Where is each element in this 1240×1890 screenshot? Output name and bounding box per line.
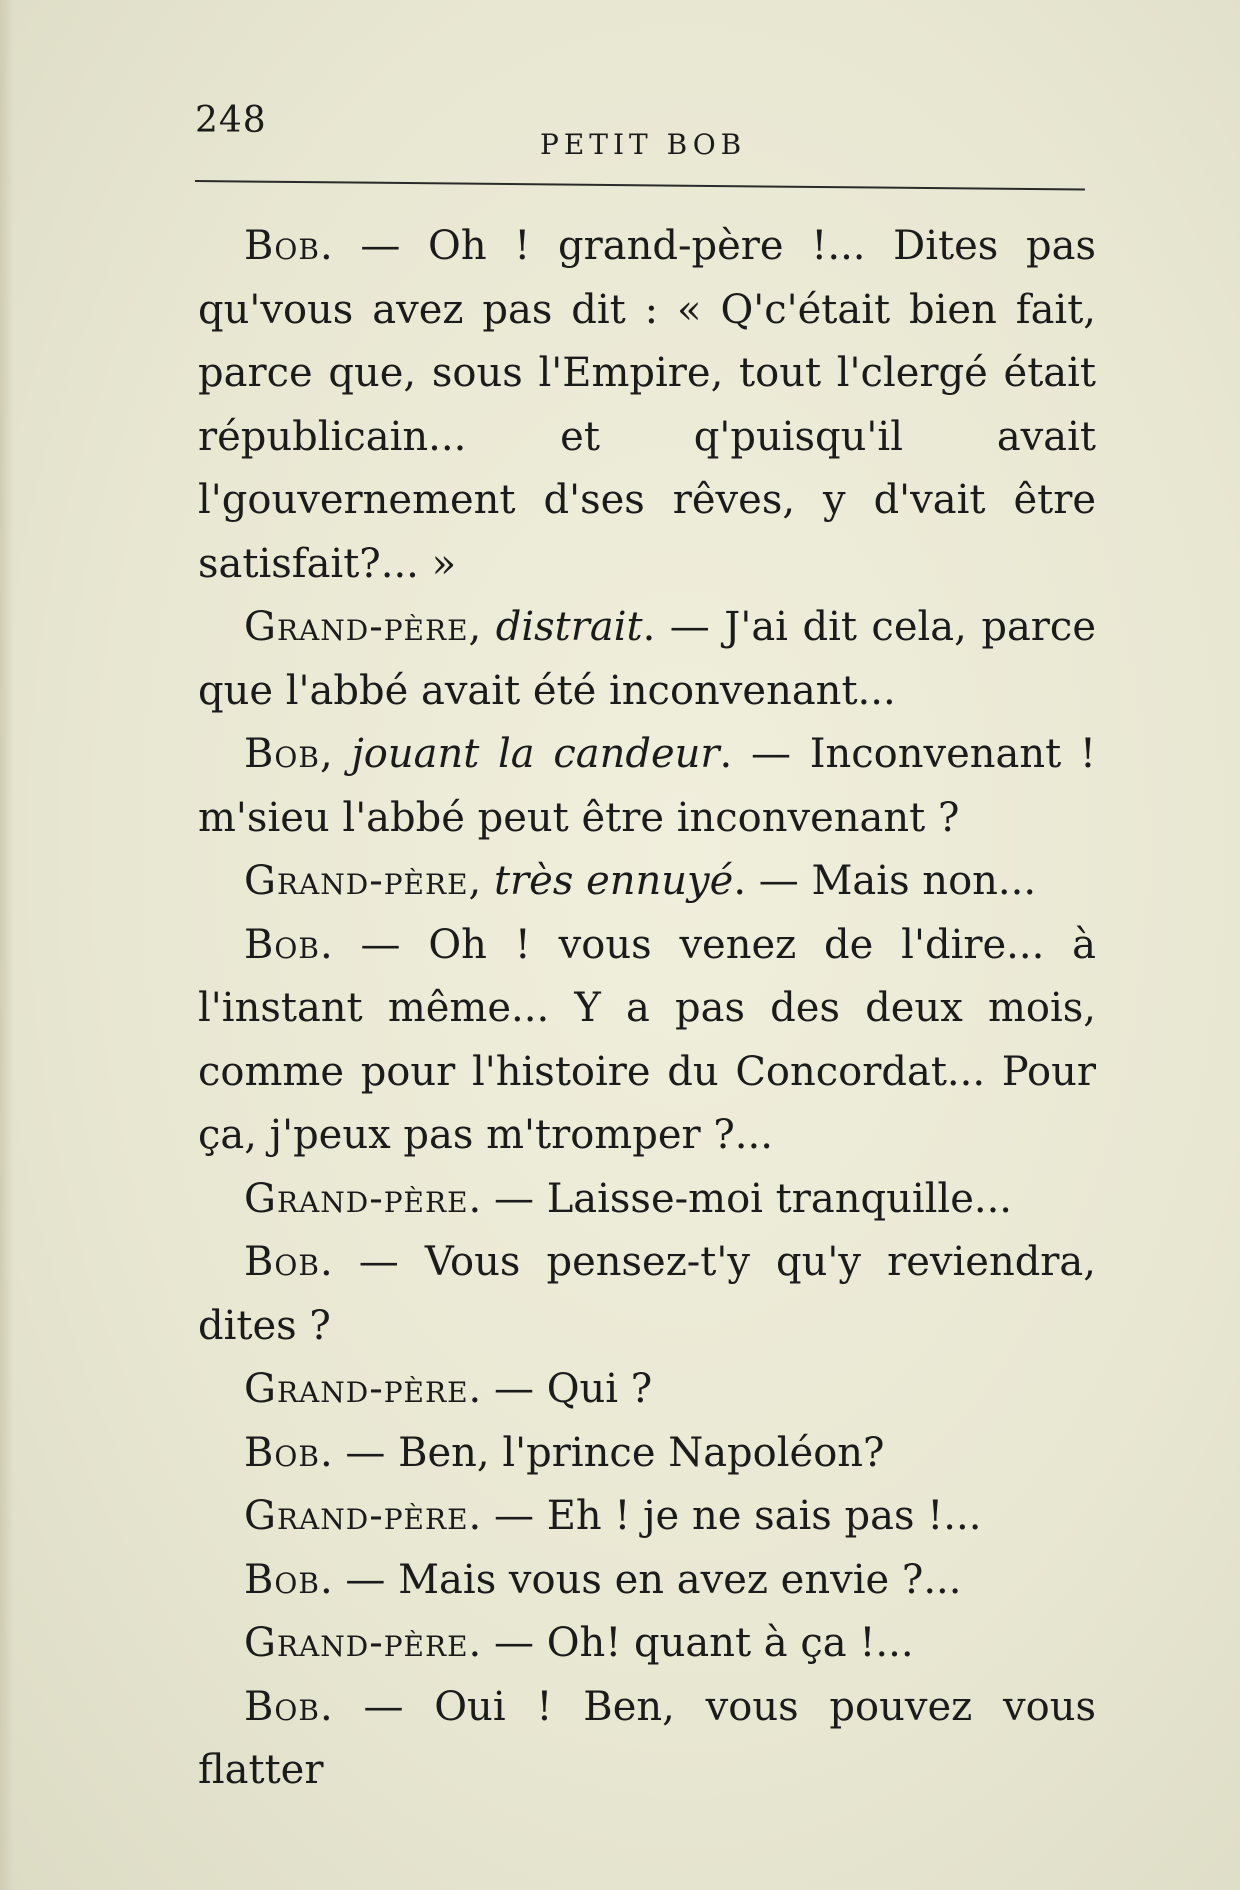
stage-direction: distrait — [495, 604, 643, 650]
header-rule — [195, 180, 1085, 191]
separator: . — — [319, 1429, 399, 1476]
line-text: J'ai dit cela, parce que l'abbé avait été inconvenant... — [198, 604, 1096, 714]
dialogue-line — [198, 1485, 1096, 1549]
speaker-name: Bob — [244, 1429, 320, 1476]
separator: . — — [319, 921, 429, 968]
line-text: Vous pensez-t'y qu'y reviendra, dites ? — [198, 1239, 1096, 1349]
speaker-name: Grand-père — [244, 604, 469, 650]
dialogue-line — [198, 1422, 1096, 1486]
separator: . — — [642, 604, 725, 650]
dialogue-line: Bob, jouant la candeur. — Inconvenant ! m'sieu l'abbé peut être inconvenant ? — [198, 731, 1096, 841]
speaker-name: Bob — [244, 1556, 320, 1603]
line-text: Oh! quant à ça !... — [546, 1620, 914, 1666]
line-text: Mais non... — [811, 858, 1037, 904]
line-text: Eh ! je ne sais pas !... — [546, 1493, 982, 1539]
dialogue-text — [198, 215, 1096, 1803]
dialogue-line — [198, 1168, 1096, 1232]
speaker-name: Bob — [244, 1239, 320, 1285]
separator: . — — [733, 858, 812, 904]
dialogue-line — [198, 1676, 1096, 1803]
line-text: Qui ? — [546, 1366, 653, 1412]
speaker-name: Grand-père — [244, 1493, 469, 1539]
separator: . — — [468, 1620, 547, 1666]
line-text: Inconvenant ! m'sieu l'abbé peut être inconvenant ? — [198, 731, 1096, 841]
speaker-name: Grand-père — [244, 1620, 469, 1666]
separator: . — — [468, 1175, 547, 1222]
separator: . — — [468, 1493, 547, 1539]
separator: . — — [319, 1556, 399, 1603]
running-title: PETIT BOB — [540, 128, 747, 161]
dialogue-line — [198, 1549, 1096, 1613]
speaker-name: Bob — [244, 921, 320, 968]
speaker-name: Bob — [244, 223, 320, 269]
line-text: Ben, l'prince Napoléon? — [398, 1429, 885, 1476]
speaker-name: Grand-père — [244, 858, 469, 904]
separator: . — — [319, 1683, 435, 1730]
line-text: Oui ! Ben, vous pouvez vous flatter — [198, 1683, 1096, 1793]
line-text: Oh ! vous venez de l'dire... à l'instant même... Y a pas des deux mois, comme pour l'histoire du Concordat... Pour ça, j'peux pas m'tromper ?... — [198, 921, 1096, 1158]
stage-direction: jouant la candeur — [351, 731, 720, 777]
dialogue-line — [198, 215, 1096, 596]
dialogue-line — [198, 1612, 1096, 1676]
separator: . — — [719, 731, 810, 777]
dialogue-line — [198, 1358, 1096, 1422]
dialogue-line: Grand-père, très ennuyé. — Mais non... — [244, 858, 1037, 904]
separator: . — — [468, 1366, 547, 1412]
speaker-name: Grand-père — [244, 1175, 469, 1222]
dialogue-line: Grand-père, distrait. — J'ai dit cela, parce que l'abbé avait été inconvenant... — [198, 604, 1096, 714]
speaker-name: Bob — [244, 731, 320, 777]
page-edge-shadow — [0, 0, 14, 1890]
speaker-name: Bob — [244, 1683, 320, 1730]
dialogue-line — [198, 914, 1096, 1168]
line-text: Mais vous en avez envie ?... — [398, 1556, 962, 1603]
stage-direction: très ennuyé — [493, 858, 734, 904]
separator: . — — [319, 223, 429, 269]
dialogue-line — [198, 1231, 1096, 1358]
separator: . — — [319, 1239, 425, 1285]
line-text: Laisse-moi tranquille... — [546, 1175, 1013, 1222]
speaker-name: Grand-père — [244, 1366, 469, 1412]
page-number: 248 — [195, 100, 267, 141]
line-text: Oh ! grand-père !... Dites pas qu'vous avez pas dit : « Q'c'était bien fait, parce que, sous l'Empire, tout l'clergé était républicain... et q'puisqu'il avait l'gouvernement d'ses rêves, y d'vait être satisfait?... » — [198, 223, 1096, 587]
